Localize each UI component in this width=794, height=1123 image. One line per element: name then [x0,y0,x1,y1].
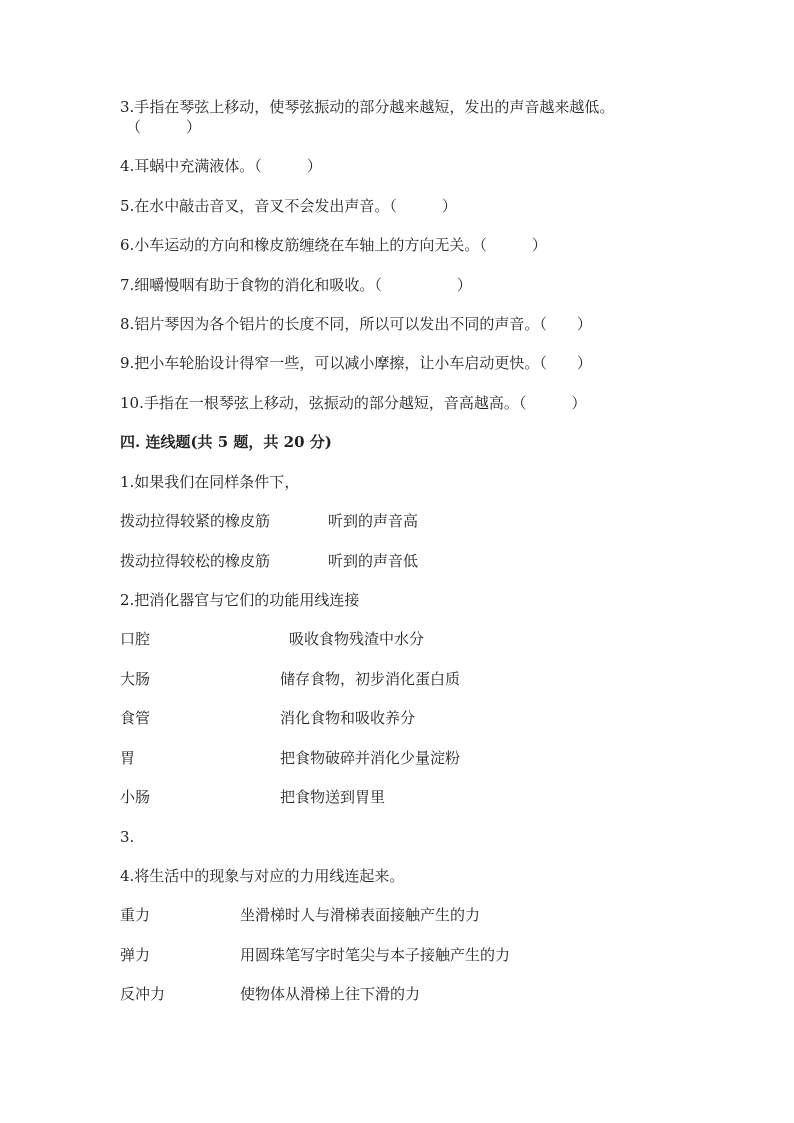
q4-left-3: 反冲力 [120,985,166,1003]
section-4-title: 四. 连线题(共 5 题，共 20 分) [120,433,332,451]
q2-left-3: 食管 [120,709,151,727]
judgment-item-4: 4.耳蜗中充满液体。（ ） [120,157,322,175]
q2-left-5: 小肠 [120,788,151,806]
q1-left-2: 拨动拉得较松的橡皮筋 [120,552,271,570]
judgment-item-10: 10.手指在一根琴弦上移动，弦振动的部分越短，音高越高。（ ） [120,394,587,412]
q4-left-2: 弹力 [120,946,151,964]
q2-right-4: 把食物破碎并消化少量淀粉 [280,749,461,767]
q2-left-4: 胃 [120,749,136,767]
q1-title: 1.如果我们在同样条件下， [120,473,300,491]
q2-left-1: 口腔 [120,630,151,648]
q1-left-1: 拨动拉得较紧的橡皮筋 [120,512,271,530]
judgment-item-6: 6.小车运动的方向和橡皮筋缠绕在车轴上的方向无关。（ ） [120,236,547,254]
q2-title: 2.把消化器官与它们的功能用线连接 [120,591,360,609]
q2-right-3: 消化食物和吸收养分 [280,709,416,727]
judgment-item-9: 9.把小车轮胎设计得窄一些，可以减小摩擦，让小车启动更快。（ ） [120,354,592,372]
q4-right-1: 坐滑梯时人与滑梯表面接触产生的力 [240,906,481,924]
q2-right-2: 储存食物，初步消化蛋白质 [280,670,461,688]
judgment-item-5: 5.在水中敲击音叉，音叉不会发出声音。（ ） [120,197,457,215]
q2-left-2: 大肠 [120,670,151,688]
q2-right-5: 把食物送到胃里 [280,788,386,806]
q4-right-3: 使物体从滑梯上往下滑的力 [240,985,421,1003]
judgment-item-7: 7.细嚼慢咽有助于食物的消化和吸收。（ ） [120,276,472,294]
q4-right-2: 用圆珠笔写字时笔尖与本子接触产生的力 [240,946,511,964]
q3-title: 3. [120,828,135,846]
judgment-item-3: 3.手指在琴弦上移动，使琴弦振动的部分越来越短，发出的声音越来越低。 [120,98,615,116]
q4-title: 4.将生活中的现象与对应的力用线连起来。 [120,867,405,885]
q1-right-2: 听到的声音低 [328,552,419,570]
q1-right-1: 听到的声音高 [328,512,419,530]
judgment-item-3-blank: （ ） [126,118,202,136]
q2-right-1: 吸收食物残渣中水分 [289,630,425,648]
q4-left-1: 重力 [120,906,151,924]
judgment-item-8: 8.铝片琴因为各个铝片的长度不同，所以可以发出不同的声音。（ ） [120,315,592,333]
